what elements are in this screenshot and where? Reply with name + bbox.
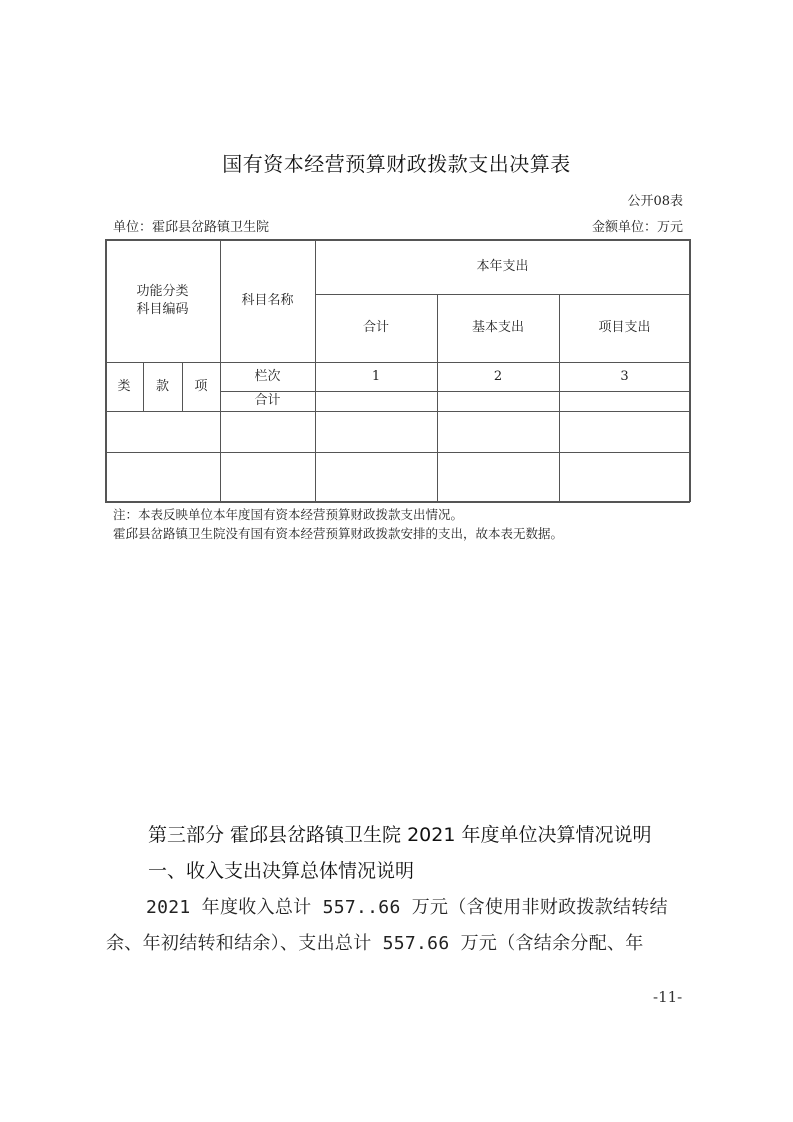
column-number-2: 2 xyxy=(493,368,503,384)
table-note-1: 注：本表反映单位本年度国有资本经营预算财政拨款支出情况。 xyxy=(113,507,464,522)
column-number-label: 栏次 xyxy=(254,368,281,384)
table-row-1-basic xyxy=(437,411,559,452)
form-number: 公开08表 xyxy=(627,194,683,209)
column-number-3: 3 xyxy=(620,368,629,384)
header-this-year: 本年支出 xyxy=(476,258,529,274)
column-number-1: 1 xyxy=(371,368,381,384)
table-note-2: 霍邱县岔路镇卫生院没有国有资本经营预算财政拨款安排的支出，故本表无数据。 xyxy=(113,526,564,541)
page-number: -11- xyxy=(653,988,683,1006)
header-project: 项目支出 xyxy=(598,320,651,335)
table-row-1-code xyxy=(105,411,220,452)
table-row-1-project xyxy=(559,411,690,452)
table-row-2-name xyxy=(220,452,315,501)
expenditure-table xyxy=(105,239,690,501)
paragraph-line-1: 2021 年度收入总计 557..66 万元（含使用非财政拨款结转结 xyxy=(146,897,668,918)
paragraph-line-2: 余、年初结转和结余）、支出总计 557.66 万元（含结余分配、年 xyxy=(106,933,644,954)
table-row-1-total xyxy=(315,411,437,452)
amount-unit-label: 金额单位：万元 xyxy=(591,220,683,235)
header-xiang: 项 xyxy=(194,378,208,394)
page-title: 国有资本经营预算财政拨款支出决算表 xyxy=(222,152,571,176)
header-basic: 基本支出 xyxy=(471,320,524,335)
header-total: 合计 xyxy=(362,320,389,335)
table-row-2-basic xyxy=(437,452,559,501)
unit-label: 单位：霍邱县岔路镇卫生院 xyxy=(113,220,270,235)
part-title: 第三部分 霍邱县岔路镇卫生院 2021 年度单位决算情况说明 xyxy=(148,824,652,846)
section-subtitle: 一、收入支出决算总体情况说明 xyxy=(148,860,415,882)
table-row-2-total xyxy=(315,452,437,501)
sum-row-label: 合计 xyxy=(254,393,281,408)
table-row-2-code xyxy=(105,452,220,501)
table-row-1-name xyxy=(220,411,315,452)
header-kuan: 款 xyxy=(155,378,169,394)
table-row-2-project xyxy=(559,452,690,501)
header-subject-name: 科目名称 xyxy=(241,292,294,308)
header-lei: 类 xyxy=(117,378,131,394)
header-func-code: 功能分类 科目编码 xyxy=(136,283,189,317)
table-border-bottom xyxy=(105,501,690,503)
